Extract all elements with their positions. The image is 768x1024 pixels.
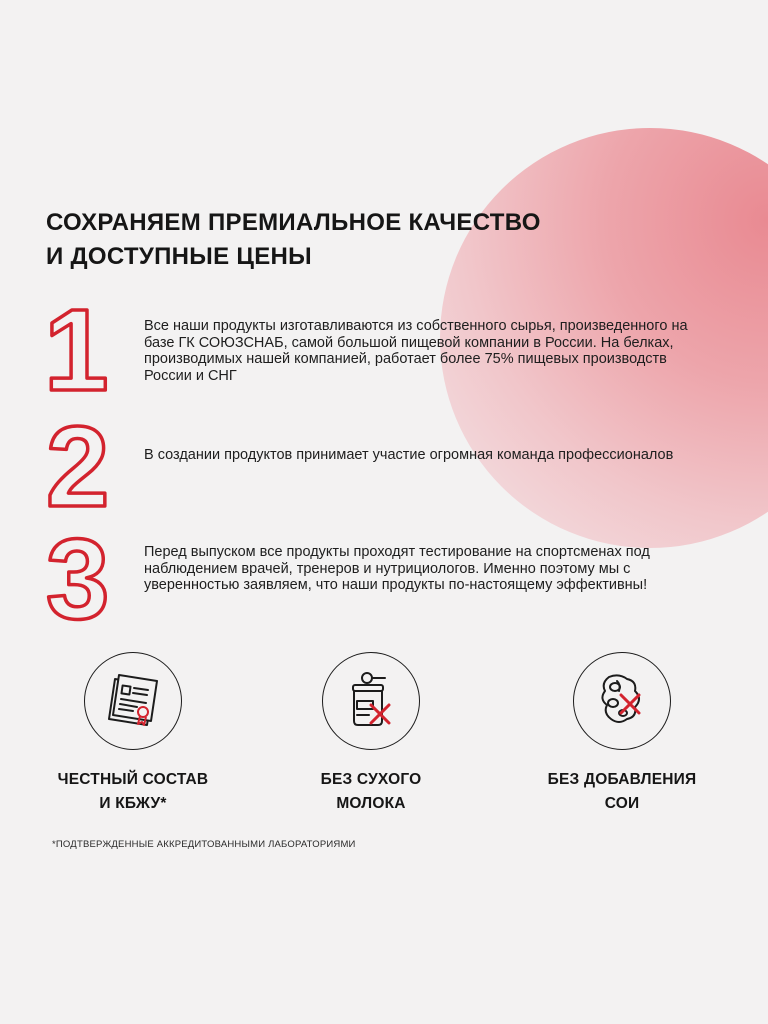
- number-2-glyph: 2: [46, 418, 110, 518]
- certificate-icon: [101, 669, 165, 733]
- point-3-text: Перед выпуском все продукты проходят тестирование на спортсменах под наблюдением врачей, тренеров и нутрициологов. Именно поэтому мы с уверенностью заявляем, что наши продукты по-настоящему эффективны!: [144, 544, 650, 593]
- feature-no-soy: [502, 652, 742, 816]
- feature-3-label-line-1: БЕЗ ДОБАВЛЕНИЯ: [547, 771, 697, 788]
- point-1-text: Все наши продукты изготавливаются из собственного сырья, произведенного на базе ГК СОЮЗСНАБ, самой большой пищевой компании в России. На белках, производимых нашей компанией, работает более 75% пищевых производств России и СНГ: [144, 318, 688, 384]
- feature-1-label-line-2: И КБЖУ*: [99, 795, 167, 812]
- feature-icon-circle: [322, 652, 420, 750]
- feature-icon-circle: [573, 652, 671, 750]
- feature-1-label-line-1: ЧЕСТНЫЙ СОСТАВ: [57, 771, 209, 788]
- number-3-glyph: 3: [46, 530, 110, 630]
- point-2-text: В создании продуктов принимает участие огромная команда профессионалов: [144, 447, 674, 463]
- number-1-outline: [44, 298, 114, 398]
- number-3-outline: [44, 530, 134, 630]
- feature-icon-circle: [84, 652, 182, 750]
- footnote: *ПОДТВЕРЖДЕННЫЕ АККРЕДИТОВАННЫМИ ЛАБОРАТОРИЯМИ: [52, 839, 356, 850]
- number-2-outline: [44, 418, 134, 518]
- feature-no-milk-powder: [251, 652, 491, 816]
- feature-3-label: [502, 768, 742, 816]
- number-1-glyph: 1: [44, 298, 109, 398]
- feature-2-label-line-2: МОЛОКА: [336, 795, 406, 812]
- feature-2-label-line-1: БЕЗ СУХОГО: [320, 771, 422, 788]
- feature-3-label-line-2: СОИ: [604, 795, 640, 812]
- feature-1-label: [13, 768, 253, 816]
- no-soy-icon: [591, 669, 653, 733]
- no-milk-powder-icon: [341, 669, 401, 733]
- title-line-2: И ДОСТУПНЫЕ ЦЕНЫ: [46, 243, 312, 270]
- feature-2-label: [251, 768, 491, 816]
- page-title: [46, 206, 606, 274]
- title-line-1: СОХРАНЯЕМ ПРЕМИАЛЬНОЕ КАЧЕСТВО: [46, 209, 541, 236]
- feature-honest-composition: [13, 652, 253, 816]
